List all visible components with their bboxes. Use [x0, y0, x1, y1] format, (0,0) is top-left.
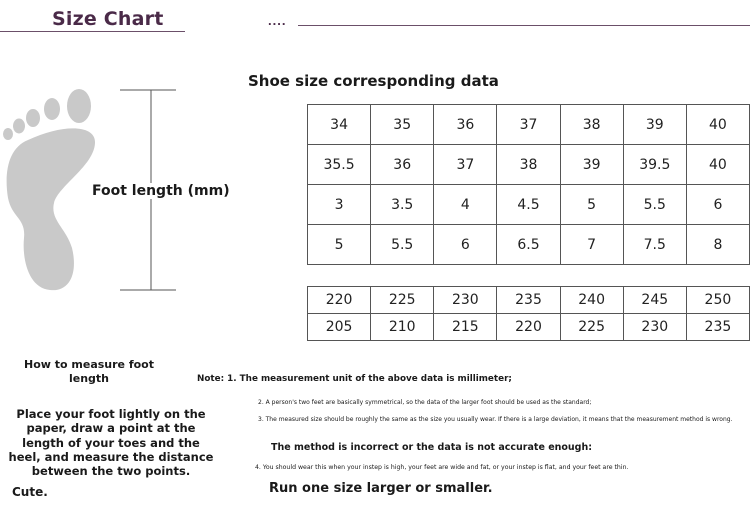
- note-4: 4. You should wear this when your instep is high, your feet are wide and fat, or your instep is flat, and your feet are thin.: [255, 464, 629, 471]
- table-cell: 7.5: [623, 225, 686, 265]
- table-cell: 210: [371, 314, 434, 341]
- note-3: 3. The measured size should be roughly the same as the size you usually wear. If there is a large deviation, it means that the measurement method is wrong.: [258, 416, 733, 423]
- table-cell: 37: [434, 145, 497, 185]
- foot-length-label: Foot length (mm): [92, 183, 230, 199]
- table-cell: 220: [308, 287, 371, 314]
- table-row: [308, 145, 750, 185]
- table-cell: 6.5: [497, 225, 560, 265]
- table-cell: 38: [560, 105, 623, 145]
- how-to-measure-title: How to measure foot length: [24, 358, 154, 385]
- table-cell: 6: [686, 185, 749, 225]
- table-cell: 5: [560, 185, 623, 225]
- table-cell: 225: [560, 314, 623, 341]
- table-row: [308, 314, 750, 341]
- table-cell: 245: [623, 287, 686, 314]
- table-cell: 215: [434, 314, 497, 341]
- table-cell: 40: [686, 145, 749, 185]
- table-cell: 34: [308, 105, 371, 145]
- table-cell: 6: [434, 225, 497, 265]
- table-row: [308, 225, 750, 265]
- table-cell: 39.5: [623, 145, 686, 185]
- table-cell: 235: [497, 287, 560, 314]
- table-row: [308, 105, 750, 145]
- table-cell: 35.5: [308, 145, 371, 185]
- table-cell: 36: [371, 145, 434, 185]
- table-cell: 7: [560, 225, 623, 265]
- table-row: [308, 185, 750, 225]
- table-cell: 220: [497, 314, 560, 341]
- page-title: Size Chart: [52, 8, 164, 30]
- table-cell: 225: [371, 287, 434, 314]
- note-1: Note: 1. The measurement unit of the above data is millimeter;: [197, 374, 512, 384]
- table-row: [308, 287, 750, 314]
- table-cell: 240: [560, 287, 623, 314]
- table-cell: 5.5: [371, 225, 434, 265]
- header-divider-right: [298, 25, 750, 26]
- table-cell: 8: [686, 225, 749, 265]
- table-cell: 5: [308, 225, 371, 265]
- size-advice: Run one size larger or smaller.: [269, 481, 493, 496]
- note-3-warning: The method is incorrect or the data is not accurate enough:: [271, 442, 593, 453]
- table-cell: 39: [560, 145, 623, 185]
- table-cell: 36: [434, 105, 497, 145]
- table-cell: 40: [686, 105, 749, 145]
- table-cell: 38: [497, 145, 560, 185]
- table-cell: 5.5: [623, 185, 686, 225]
- foot-length-table: [307, 286, 750, 341]
- cute-label: Cute.: [12, 485, 48, 499]
- table-cell: 39: [623, 105, 686, 145]
- shoe-size-table: [307, 104, 750, 265]
- table-cell: 4: [434, 185, 497, 225]
- note-2: 2. A person's two feet are basically symmetrical, so the data of the larger foot should be used as the standard;: [258, 399, 592, 406]
- table-cell: 235: [686, 314, 749, 341]
- table-cell: 230: [623, 314, 686, 341]
- table-cell: 4.5: [497, 185, 560, 225]
- shoe-size-title: Shoe size corresponding data: [248, 72, 499, 90]
- table-cell: 3: [308, 185, 371, 225]
- header-dots: ....: [268, 13, 287, 28]
- table-cell: 205: [308, 314, 371, 341]
- table-cell: 3.5: [371, 185, 434, 225]
- table-cell: 250: [686, 287, 749, 314]
- table-cell: 37: [497, 105, 560, 145]
- table-cell: 230: [434, 287, 497, 314]
- header-divider-left: [0, 31, 185, 32]
- table-cell: 35: [371, 105, 434, 145]
- how-to-measure-body: Place your foot lightly on the paper, draw a point at the length of your toes and the heel, and measure the distance between the two points.: [8, 407, 214, 479]
